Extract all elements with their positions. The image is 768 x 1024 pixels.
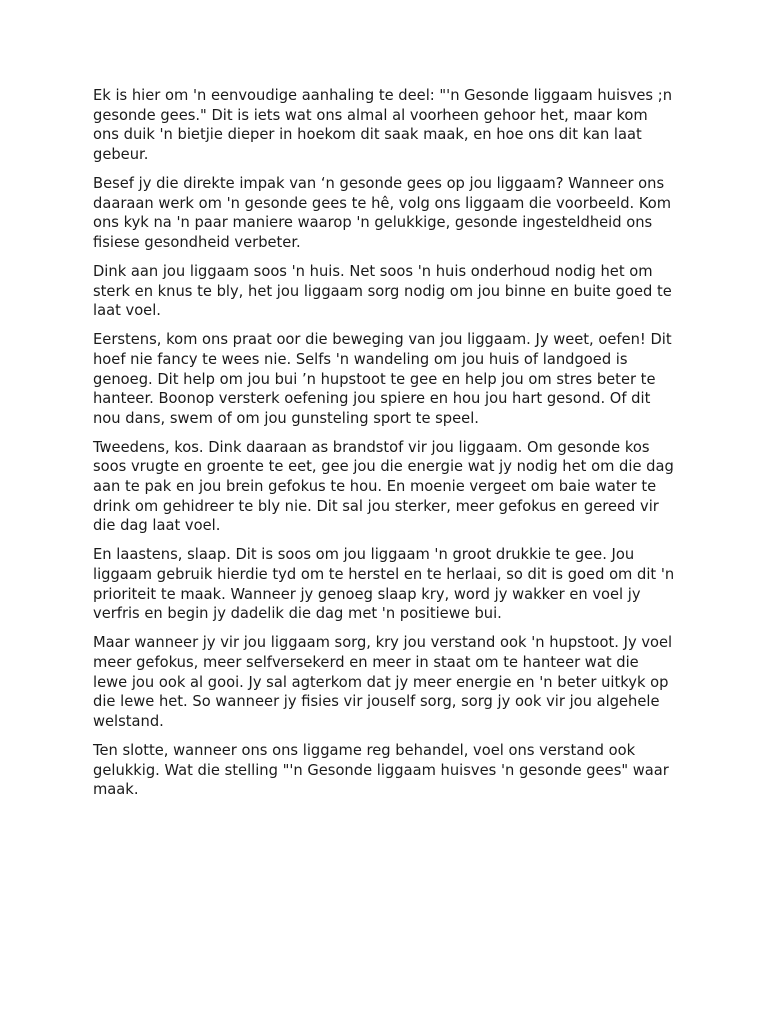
paragraph-6: En laastens, slaap. Dit is soos om jou liggaam 'n groot drukkie te gee. Jou liggaam gebruik hierdie tyd om te herstel en te herlaai, so dit is goed om dit 'n prioriteit te maak. Wanneer jy genoeg slaap kry, word jy wakker en voel jy verfris en begin jy dadelik die dag met 'n positiewe bui. xyxy=(93,546,675,623)
document-body xyxy=(93,86,677,800)
paragraph-3: Dink aan jou liggaam soos 'n huis. Net soos 'n huis onderhoud nodig het om sterk en knus te bly, het jou liggaam sorg nodig om jou binne en buite goed te laat voel. xyxy=(93,262,672,320)
paragraph-8: Ten slotte, wanneer ons ons liggame reg behandel, voel ons verstand ook gelukkig. Wat die stelling "'n Gesonde liggaam huisves 'n gesonde gees" waar maak. xyxy=(93,741,669,799)
paragraph-5: Tweedens, kos. Dink daaraan as brandstof vir jou liggaam. Om gesonde kos soos vrugte en groente te eet, gee jou die energie wat jy nodig het om die dag aan te pak en jou brein gefokus te hou. En moenie vergeet om baie water te drink om gehidreer te bly nie. Dit sal jou sterker, meer gefokus en gereed vir die dag laat voel. xyxy=(93,438,674,535)
paragraph-7: Maar wanneer jy vir jou liggaam sorg, kry jou verstand ook 'n hupstoot. Jy voel meer gefokus, meer selfversekerd en meer in staat om te hanteer wat die lewe jou ook al gooi. Jy sal agterkom dat jy meer energie en 'n beter uitkyk op die lewe het. So wanneer jy fisies vir jouself sorg, sorg jy ook vir jou algehele welstand. xyxy=(93,634,673,730)
paragraph-1: Ek is hier om 'n eenvoudige aanhaling te deel: "'n Gesonde liggaam huisves ;n gesonde gees." Dit is iets wat ons almal al voorheen gehoor het, maar kom ons duik 'n bietjie dieper in hoekom dit saak maak, en hoe ons dit kan laat gebeur. xyxy=(93,87,673,163)
paragraph-4: Eerstens, kom ons praat oor die beweging van jou liggaam. Jy weet, oefen! Dit hoef nie fancy te wees nie. Selfs 'n wandeling om jou huis of landgoed is genoeg. Dit help om jou bui ’n hupstoot te gee en help jou om stres beter te hanteer. Boonop versterk oefening jou spiere en hou jou hart gesond. Of dit nou dans, swem of om jou gunsteling sport te speel. xyxy=(93,331,672,427)
paragraph-2: Besef jy die direkte impak van ‘n gesonde gees op jou liggaam? Wanneer ons daaraan werk om 'n gesonde gees te hê, volg ons liggaam die voorbeeld. Kom ons kyk na 'n paar maniere waarop 'n gelukkige, gesonde ingesteldheid ons fisiese gesondheid verbeter. xyxy=(93,174,672,251)
